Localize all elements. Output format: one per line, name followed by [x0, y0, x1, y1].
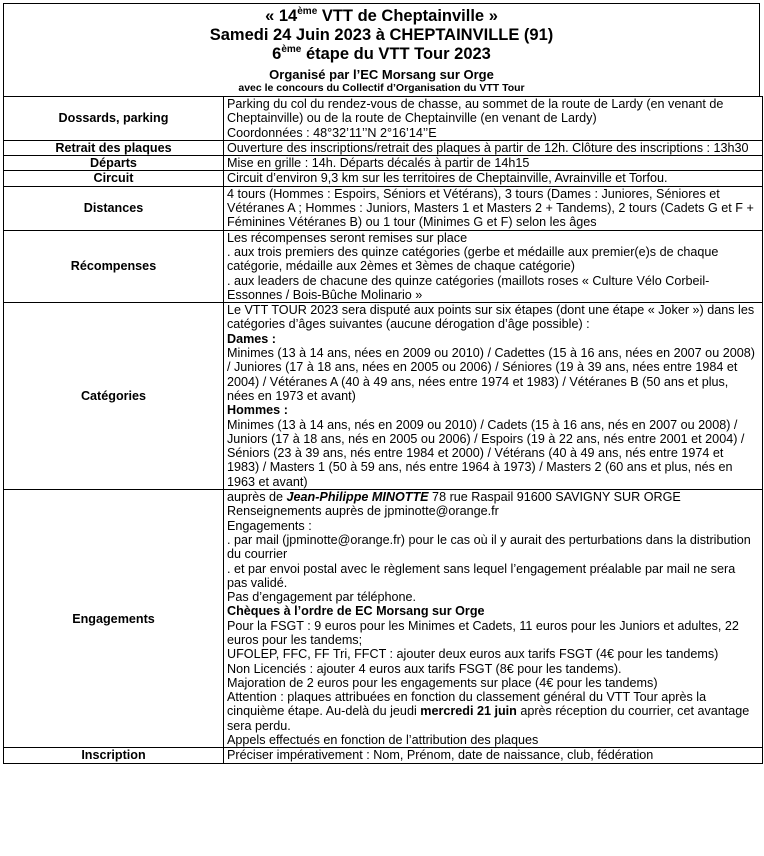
cheques-heading: Chèques à l’ordre de EC Morsang sur Orge — [227, 604, 485, 619]
row-circuit — [4, 171, 763, 186]
row-inscription — [4, 748, 763, 763]
document — [3, 3, 760, 764]
row-categories — [4, 303, 763, 490]
deadline-date: mercredi 21 juin — [420, 704, 517, 719]
row-recompenses — [4, 230, 763, 302]
row-engagements — [4, 490, 763, 748]
row-content: Les récompenses seront remises sur place . aux trois premiers des quinze catégories (gerbe et médaille aux premier(e)s de chaque catégorie, médaille aux 2èmes et 3èmes de chaque catégorie) . aux leaders de chacune des quinze catégories (maillots roses « Culture Vélo Corbeil-Essonnes / Bois-Bûche Molinario » — [224, 230, 763, 302]
row-content: Circuit d’environ 9,3 km sur les territoires de Cheptainville, Avrainville et Torfou. — [224, 171, 763, 186]
event-date: Samedi 24 Juin 2023 à CHEPTAINVILLE (91) — [209, 26, 554, 44]
row-label: Départs — [4, 156, 224, 171]
row-label: Engagements — [4, 490, 224, 748]
document-header — [3, 3, 760, 96]
row-dossards — [4, 97, 763, 141]
row-distances — [4, 186, 763, 230]
contact-name: Jean-Philippe MINOTTE — [286, 490, 429, 505]
row-content: Ouverture des inscriptions/retrait des plaques à partir de 12h. Clôture des inscriptions : 13h30 — [224, 140, 763, 155]
attention-note: Attention : plaques attribuées en fonction du classement général du VTT Tour après la cinquième étape. Au-delà du jeudi mercredi 21 juin après réception du courrier, cet avantage sera perdu. — [227, 690, 750, 733]
row-label: Catégories — [4, 303, 224, 490]
row-label: Récompenses — [4, 230, 224, 302]
row-content: auprès de Jean-Philippe MINOTTE 78 rue Raspail 91600 SAVIGNY SUR ORGE Renseignements auprès de jpminotte@orange.fr Engagements : . par mail (jpminotte@orange.fr) pour le cas où il y aurait des perturbations dans la distribution du courrier . et par envoi postal avec le règlement sans lequel l’engagement préalable par mail ne sera pas validé. Pas d’engagement par téléphone. Chèques à l’ordre de EC Morsang sur Orge Pour la FSGT : 9 euros pour les Minimes et Cadets, 11 euros pour les Juniors et adultes, 22 euros pour les tandems; UFOLEP, FFC, FF Tri, FFCT : ajouter deux euros aux tarifs FSGT (4€ pour les tandems) Non Licenciés : ajouter 4 euros aux tarifs FSGT (8€ pour les tandems). Majoration de 2 euros pour les engagements sur place (4€ pour les tandems) Attention : plaques attribuées en fonction du classement général du VTT Tour après la cinquième étape. Au-delà du jeudi mercredi 21 juin après réception du courrier, cet avantage sera perdu. Appels effectués en fonction de l’attribution des plaques — [224, 490, 763, 748]
row-content: Parking du col du rendez-vous de chasse, au sommet de la route de Lardy (en venant de Cheptainville) ou de la route de Cheptainville (en venant de Lardy) Coordonnées : 48°32’11’’N 2°16’14’’E — [224, 97, 763, 141]
row-content: Le VTT TOUR 2023 sera disputé aux points sur six étapes (dont une étape « Joker ») dans les catégories d’âges suivantes (aucune dérogation d’âge possible) : Dames : Minimes (13 à 14 ans, nées en 2009 ou 2010) / Cadettes (15 à 16 ans, nées en 2007 ou 2008) / Juniores (17 à 18 ans, nées en 2005 ou 2006) / Séniores (19 à 39 ans, nées entre 1984 et 2004) / Vétéranes A (40 à 49 ans, nées entre 1974 et 1983) / Vétéranes B (50 ans et plus, nées en 1973 et avant) Hommes : Minimes (13 à 14 ans, nés en 2009 ou 2010) / Cadets (15 à 16 ans, nés en 2007 ou 2008) / Juniors (17 à 18 ans, nés en 2005 ou 2006) / Espoirs (19 à 22 ans, nés entre 2001 et 2004) / Séniors (23 à 39 ans, nés entre 1984 et 2000) / Vétérans (40 à 49 ans, nés entre 1974 et 1983) / Masters 1 (50 à 59 ans, nés entre 1964 à 1973) / Masters 2 (60 ans et plus, nés en 1963 et avant) — [224, 303, 763, 490]
organizer-support: avec le concours du Collectif d’Organisation du VTT Tour — [238, 82, 525, 94]
row-content: 4 tours (Hommes : Espoirs, Séniors et Vétérans), 3 tours (Dames : Juniores, Séniores et Vétéranes A ; Hommes : Juniors, Masters 1 et Masters 2 + Tandems), 2 tours (Cadets G et F + Féminines Vétéranes B) ou 1 tour (Minimes G et F) selon les âges — [224, 186, 763, 230]
organizer: Organisé par l’EC Morsang sur Orge — [269, 67, 494, 82]
row-label: Distances — [4, 186, 224, 230]
row-label: Retrait des plaques — [4, 140, 224, 155]
row-label: Inscription — [4, 748, 224, 763]
row-departs — [4, 156, 763, 171]
row-content: Mise en grille : 14h. Départs décalés à partir de 14h15 — [224, 156, 763, 171]
row-label: Dossards, parking — [4, 97, 224, 141]
event-title: « 14ème VTT de Cheptainville » — [265, 5, 498, 25]
info-table — [3, 96, 763, 764]
row-label: Circuit — [4, 171, 224, 186]
dames-heading: Dames : — [227, 331, 276, 346]
row-content: Préciser impérativement : Nom, Prénom, date de naissance, club, fédération — [224, 748, 763, 763]
hommes-heading: Hommes : — [227, 403, 288, 418]
row-retrait — [4, 140, 763, 155]
event-stage: 6ème étape du VTT Tour 2023 — [272, 43, 491, 63]
contact-address: auprès de Jean-Philippe MINOTTE 78 rue Raspail 91600 SAVIGNY SUR ORGE — [227, 490, 681, 505]
